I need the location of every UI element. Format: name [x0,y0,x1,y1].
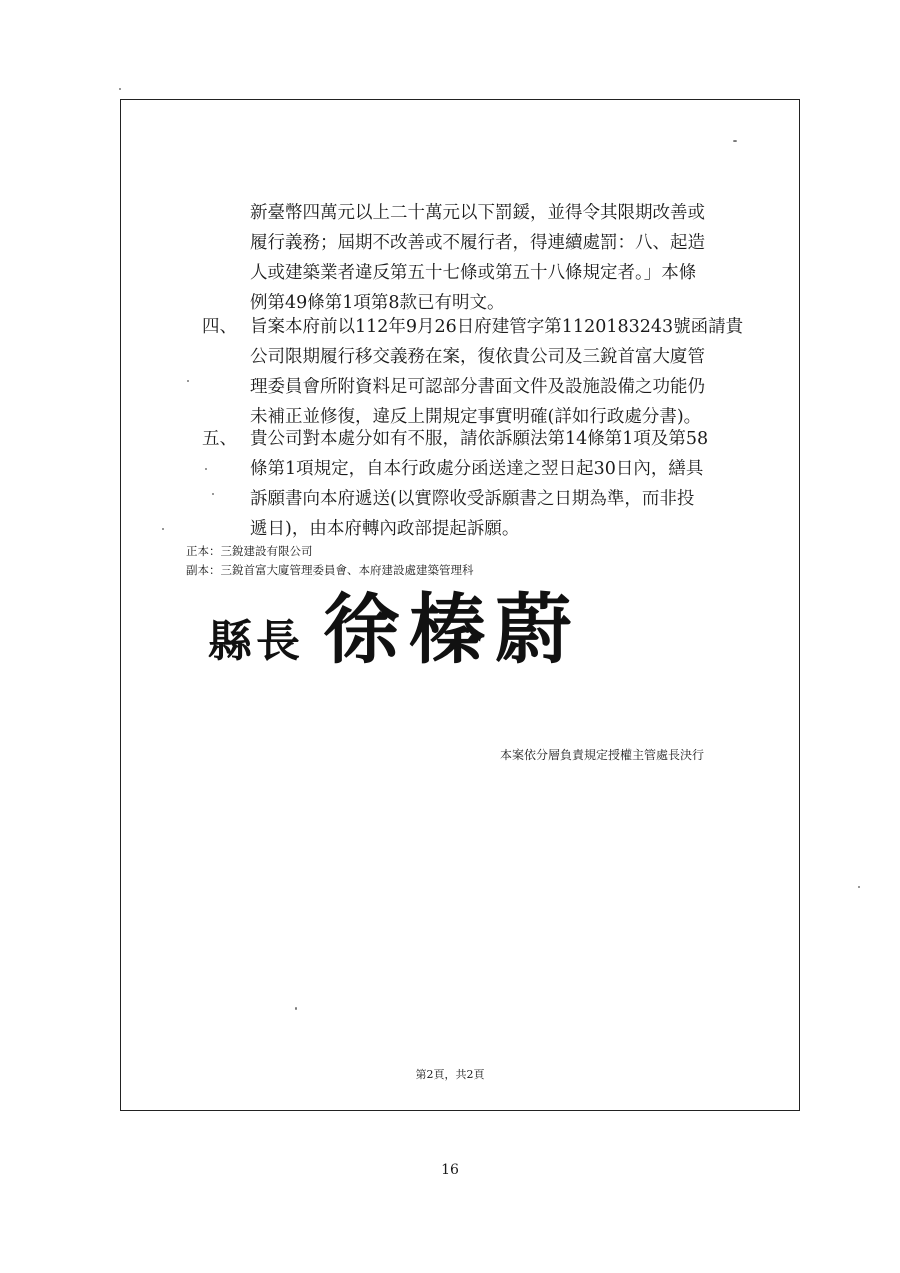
signature-name: 徐榛蔚 [323,585,582,674]
text-line: 遞日)，由本府轉內政部提起訴願。 [250,519,520,539]
scan-speck [733,140,737,142]
item-four [202,312,770,432]
text-line: 公司限期履行移交義務在案，復依貴公司及三銳首富大廈管 [250,347,705,367]
page-footer: 第2頁，共2頁 [415,1068,485,1081]
item-number: 五、 [202,429,237,449]
continuation-paragraph [250,198,770,318]
scan-speck [187,380,189,382]
text-line: 履行義務；屆期不改善或不履行者，得連續處罰：八、起造 [250,233,705,253]
text-line: 訴願書向本府遞送(以實際收受訴願書之日期為準，而非投 [250,489,695,509]
original-recipient: 正本：三銳建設有限公司 [186,544,313,558]
text-line: 條第1項規定，自本行政處分函送達之翌日起30日內，繕具 [250,459,704,479]
text-line: 理委員會所附資料足可認部分書面文件及設施設備之功能仍 [250,377,705,397]
text-line: 例第49條第1項第8款已有明文。 [250,293,505,313]
text-line: 旨案本府前以112年9月26日府建管字第1120183243號函請貴 [250,317,744,337]
sheet-number: 16 [441,1162,459,1178]
copy-recipients: 副本：三銳首富大廈管理委員會、本府建設處建築管理科 [186,563,474,577]
scan-speck [295,1007,297,1010]
delegation-note: 本案依分層負責規定授權主管處長決行 [500,748,705,762]
scan-speck [162,528,164,530]
magistrate-signature [208,580,581,680]
scan-speck [858,886,860,888]
signature-title: 縣長 [208,616,304,667]
scan-speck [212,493,214,495]
item-five [202,424,770,544]
text-line: 新臺幣四萬元以上二十萬元以下罰鍰，並得令其限期改善或 [250,203,705,223]
scan-speck [119,88,121,90]
scan-speck [205,468,207,470]
text-line: 人或建築業者違反第五十七條或第五十八條規定者。」本條 [250,263,697,283]
text-line: 貴公司對本處分如有不服，請依訴願法第14條第1項及第58 [250,429,709,449]
item-number: 四、 [202,317,237,337]
text-line: 未補正並修復，違反上開規定事實明確(詳如行政處分書)。 [250,407,702,427]
